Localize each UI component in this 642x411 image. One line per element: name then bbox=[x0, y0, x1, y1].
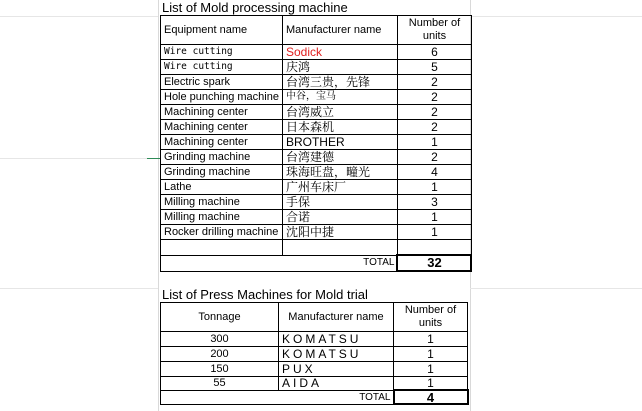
empty-cell bbox=[161, 390, 279, 404]
sheet-gridline bbox=[0, 158, 158, 159]
units-cell: 2 bbox=[397, 120, 471, 135]
units-cell: 2 bbox=[397, 150, 471, 165]
equipment-cell: Machining center bbox=[161, 120, 283, 135]
table-header-row bbox=[161, 303, 468, 332]
manufacturer-cell: KOMATSU bbox=[279, 332, 394, 347]
tonnage-cell: 300 bbox=[161, 332, 279, 347]
press-table-title: List of Press Machines for Mold trial bbox=[162, 287, 368, 302]
equipment-cell: Electric spark bbox=[161, 75, 283, 90]
units-cell: 5 bbox=[397, 60, 471, 75]
header-manufacturer: Manufacturer name bbox=[279, 303, 394, 332]
sheet-gridline bbox=[470, 288, 642, 289]
manufacturer-cell: 合诺 bbox=[282, 210, 397, 225]
total-row bbox=[161, 390, 468, 404]
manufacturer-cell: 台湾威立 bbox=[282, 105, 397, 120]
header-manufacturer: Manufacturer name bbox=[282, 16, 397, 45]
table-row bbox=[161, 105, 472, 120]
manufacturer-cell: 广州车床厂 bbox=[282, 180, 397, 195]
table-row bbox=[161, 180, 472, 195]
manufacturer-cell: 台湾建德 bbox=[282, 150, 397, 165]
units-cell: 2 bbox=[397, 90, 471, 105]
table-row bbox=[161, 45, 472, 60]
sheet-gridline bbox=[470, 16, 642, 17]
table-row bbox=[161, 225, 472, 240]
manufacturer-cell: 手保 bbox=[282, 195, 397, 210]
manufacturer-cell: 庆鸿 bbox=[282, 60, 397, 75]
equipment-cell: Rocker drilling machine bbox=[161, 225, 283, 240]
equipment-cell: Grinding machine bbox=[161, 165, 283, 180]
table-row bbox=[161, 210, 472, 225]
total-row bbox=[161, 255, 472, 271]
empty-row bbox=[161, 240, 472, 256]
table-row bbox=[161, 75, 472, 90]
table-row bbox=[161, 347, 468, 362]
manufacturer-cell: BROTHER bbox=[282, 135, 397, 150]
manufacturer-cell: 日本森机 bbox=[282, 120, 397, 135]
total-label: TOTAL bbox=[279, 390, 394, 404]
equipment-cell: Machining center bbox=[161, 105, 283, 120]
total-value: 4 bbox=[394, 390, 468, 404]
equipment-cell: Lathe bbox=[161, 180, 283, 195]
manufacturer-cell: KOMATSU bbox=[279, 347, 394, 362]
table-row bbox=[161, 332, 468, 347]
header-units: Number of units bbox=[397, 16, 471, 45]
manufacturer-cell: PUX bbox=[279, 362, 394, 377]
equipment-cell: Machining center bbox=[161, 135, 283, 150]
sheet-gridline bbox=[158, 0, 159, 411]
units-cell: 1 bbox=[394, 377, 468, 391]
empty-cell bbox=[161, 255, 283, 271]
manufacturer-cell: 沈阳中捷 bbox=[282, 225, 397, 240]
units-cell: 1 bbox=[397, 135, 471, 150]
table-row bbox=[161, 377, 468, 391]
empty-cell bbox=[282, 240, 397, 256]
equipment-cell: Hole punching machine bbox=[161, 90, 283, 105]
mold-table-title: List of Mold processing machine bbox=[162, 0, 348, 15]
table-row bbox=[161, 135, 472, 150]
sheet-gridline bbox=[0, 288, 158, 289]
units-cell: 1 bbox=[394, 332, 468, 347]
table-row bbox=[161, 90, 472, 105]
units-cell: 1 bbox=[394, 362, 468, 377]
header-units: Number of units bbox=[394, 303, 468, 332]
table-row bbox=[161, 195, 472, 210]
units-cell: 1 bbox=[397, 180, 471, 195]
equipment-cell: Milling machine bbox=[161, 195, 283, 210]
units-cell: 3 bbox=[397, 195, 471, 210]
tonnage-cell: 150 bbox=[161, 362, 279, 377]
total-label: TOTAL bbox=[282, 255, 397, 271]
header-equipment: Equipment name bbox=[161, 16, 283, 45]
tonnage-cell: 200 bbox=[161, 347, 279, 362]
sheet-gridline bbox=[0, 16, 158, 17]
units-cell: 2 bbox=[397, 75, 471, 90]
units-cell: 6 bbox=[397, 45, 471, 60]
units-cell: 1 bbox=[397, 225, 471, 240]
manufacturer-cell: 珠海旺盘，疃光 bbox=[282, 165, 397, 180]
units-cell: 2 bbox=[397, 105, 471, 120]
table-row bbox=[161, 120, 472, 135]
empty-cell bbox=[397, 240, 471, 256]
manufacturer-cell: AIDA bbox=[279, 377, 394, 391]
empty-cell bbox=[161, 240, 283, 256]
table-row bbox=[161, 362, 468, 377]
units-cell: 1 bbox=[397, 210, 471, 225]
row-marker bbox=[147, 158, 161, 159]
equipment-cell: Grinding machine bbox=[161, 150, 283, 165]
table-row bbox=[161, 165, 472, 180]
mold-machine-table bbox=[160, 15, 472, 272]
tonnage-cell: 55 bbox=[161, 377, 279, 391]
manufacturer-cell: 中谷，宝马 bbox=[282, 90, 397, 105]
manufacturer-cell: 台湾三贵，先锋 bbox=[282, 75, 397, 90]
press-machine-table bbox=[160, 302, 469, 405]
equipment-cell: Milling machine bbox=[161, 210, 283, 225]
manufacturer-cell: Sodick bbox=[282, 45, 397, 60]
table-row bbox=[161, 150, 472, 165]
total-value: 32 bbox=[397, 255, 471, 271]
equipment-cell: Wire cutting bbox=[161, 60, 283, 75]
header-tonnage: Tonnage bbox=[161, 303, 279, 332]
units-cell: 1 bbox=[394, 347, 468, 362]
equipment-cell: Wire cutting bbox=[161, 45, 283, 60]
table-header-row bbox=[161, 16, 472, 45]
table-row bbox=[161, 60, 472, 75]
units-cell: 4 bbox=[397, 165, 471, 180]
